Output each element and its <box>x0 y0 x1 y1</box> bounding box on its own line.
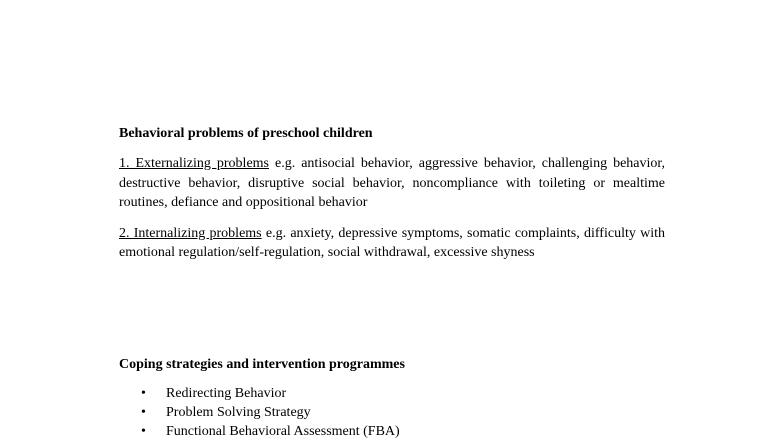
bullet-icon: • <box>141 405 146 420</box>
section-behavioral-problems <box>119 124 665 263</box>
bullet-icon: • <box>141 386 146 401</box>
list-item <box>119 403 665 422</box>
paragraph-text: e.g. antisocial behavior, aggressive behavior, challenging behavior, destructive behavior, disruptive social behavior, noncompliance with toileting or mealtime routines, defiance and oppositional behavior <box>119 156 665 210</box>
bullet-list <box>119 384 665 441</box>
paragraph-lead: 2. Internalizing problems <box>119 225 262 241</box>
list-item <box>119 384 665 403</box>
section-heading: Behavioral problems of preschool children <box>119 126 373 141</box>
paragraph-internalizing <box>119 224 665 263</box>
paragraph-lead: 1. Externalizing problems <box>119 156 270 171</box>
list-item <box>119 422 665 441</box>
section-heading-coping: Coping strategies and intervention programmes <box>119 357 405 372</box>
list-item-text: Redirecting Behavior <box>166 386 287 401</box>
paragraph-externalizing <box>119 154 665 213</box>
bullet-icon: • <box>141 424 146 439</box>
paragraph-text: e.g. anxiety, depressive symptoms, somatic complaints, difficulty with emotional regulation/self-regulation, social withdrawal, excessive shyness <box>119 225 665 260</box>
list-item-text: Problem Solving Strategy <box>166 405 311 420</box>
list-item-text: Functional Behavioral Assessment (FBA) <box>166 424 400 439</box>
